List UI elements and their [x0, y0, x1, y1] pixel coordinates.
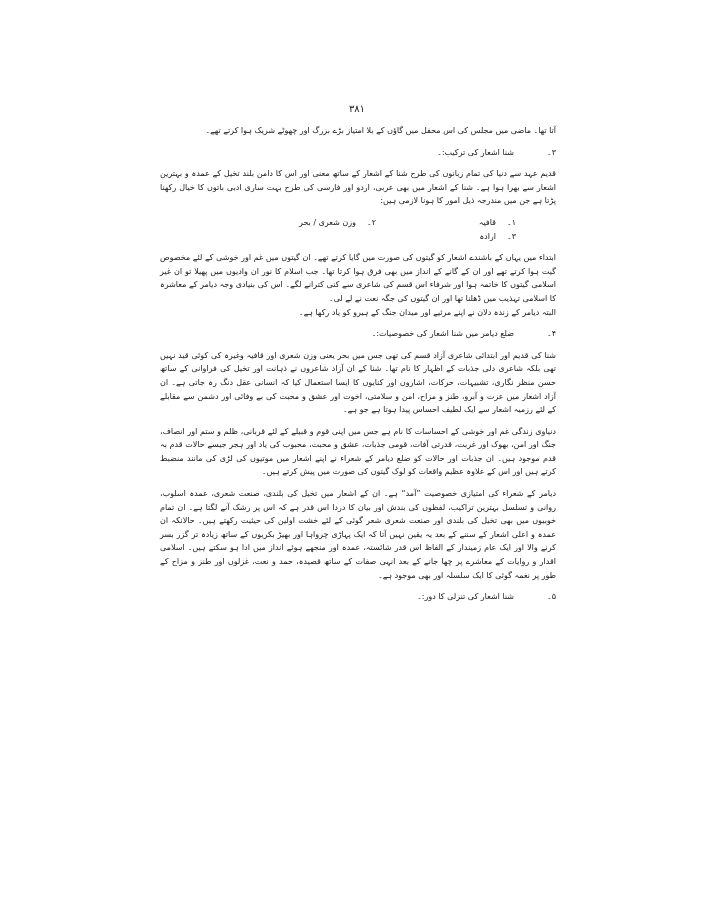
list-text: قافیہ — [478, 217, 496, 227]
section-number: ۴۔ — [547, 329, 556, 339]
paragraph-beginning: ابتداء میں یہاں کے باشندے اشعار کو گیتوں کی صورت میں گایا کرتے تھے۔ ان گیتوں میں غم اور خوشی کے لئے مخصوص گیت ہوا کرتے تھے اور ان کے گانے کے انداز میں بھی فرق ہوا کرتا تھا۔ جب اسلام کا نور ان وادیوں میں پھیلا تو ان غیر اسلامی گیتوں کا خاتمہ ہوا اور شرفاء اس قسم کی شاعری سے کنی کترانے لگے۔ اس کی بنیادی وجہ دیامر کے معاشرہ کا اسلامی تہذیب میں ڈھلنا تھا اور ان گیتوں کی جگہ نعت نے لے لی۔ — [160, 253, 556, 303]
section-heading-4 — [160, 327, 556, 341]
list-number: ۳۔ — [507, 231, 516, 241]
section-title: ضلع دیامر میں شنا اشعار کی خصوصیات:۔ — [371, 329, 514, 339]
list-text: وزن شعری / بحر — [299, 217, 356, 227]
section-title: شنا اشعار کی تنزلی کا دور:۔ — [417, 592, 514, 602]
body-text — [160, 124, 556, 604]
paragraph-world-life: دنیاوی زندگی غم اور خوشی کے احساسات کا نام ہے جس میں اپنی قوم و قبیلے کے لئے قربانی، ظلم و ستم اور انصاف، جنگ اور امن، بھوک اور غربت، قدرتی آفات، قومی جذبات، عشق و محبت، محبوب کی یاد اور ہجر جیسے حالات قدم بہ قدم موجود ہیں۔ ان جذبات اور حالات کو ضلع دیامر کے شعراء نے اپنے اشعار میں موتیوں کی لڑی کی مانند منضبط کرتے ہیں اور اس کے علاوہ عظیم واقعات کو لوک گیتوں کی صورت میں پیش کرتے ہیں۔ — [160, 426, 556, 477]
paragraph-features: شنا کی قدیم اور ابتدائی شاعری آزاد قسم کی تھی جس میں بحر یعنی وزن شعری اور قافیہ وغیرہ کی کوئی قید نہیں تھی بلکہ شاعری دلی جذبات کے اظہار کا نام تھا۔ شنا کے ان آزاد شاعروں نے ذہانت اور تخیل کی فراوانی کے ساتھ حسن منظر نگاری، تشبیہات، حرکات، اشاروں اور کنایوں کا ایسا استعمال کیا کہ انسانی عقل دنگ رہ جاتی ہے۔ ان آزاد اشعار میں عزت و آبرو، طنز و مزاح، امن و سلامتی، اخوت اور عشق و محبت کی بے وفائی اور دشمن سے مقابلے کے لئے رزمیہ اشعار سے ایک لطیف احساس پیدا ہوتا ہے جو ہے۔ — [160, 350, 556, 415]
section-title: شنا اشعار کی ترکیب:۔ — [437, 147, 514, 157]
paragraph-intro: آتا تھا۔ ماضی میں مجلس کی اس محفل میں گاؤں کے بلا امتیاز بڑے بزرگ اور چھوٹے شریک ہوا کرتے تھے۔ — [205, 126, 556, 135]
paragraph-ancient-poetry: قدیم عہد سے دنیا کی تمام زبانوں کی طرح شنا کے اشعار کے ساتھ معنی اور اس کا دامن بلند تخیل کے عمدہ و بہترین اشعار سے بھرا ہوا ہے۔ شنا کے اشعار میں بھی عربی، اردو اور فارسی کی طرح بہت ساری ادبی باتوں کا خیال رکھنا پڑتا ہے جن میں مندرجہ ذیل امور کا ہونا لازمی ہیں: — [160, 169, 556, 206]
list-row-1 — [160, 216, 516, 230]
section-number: ۳۔ — [547, 147, 556, 157]
paragraph-poets: دیامر کے شعراء کی امتیازی خصوصیت ”آمد“ ہے۔ ان کے اشعار میں تخیل کی بلندی، صنعت شعری، عمدہ اسلوب، روانی و تسلسل بہترین تراکیب، لفظوں کی بندش اور بیان کا دردا اس قدر ہے کہ اس پر رشک آنے لگتا ہے۔ ان تمام خوبیوں میں بھی تخیل کی بلندی اور صنعت شعری شعر گوئی کے لئے خشت اولین کی حیثیت رکھتے ہیں۔ حالانکہ ان عمدہ و اعلی اشعار کے سننے کے بعد یہ یقین نہیں آتا کہ ایک پہاڑی چرواہا اور بھیڑ بکریوں کے ساتھ زیادہ تر گزر بسر کرنے والا اور ایک عام زمیندار کے الفاظ اس قدر شائستہ، عمدہ اور منجھے ہوئے انداز میں ادا ہو سکتے ہیں۔ اسلامی اقدار و روایات کے معاشرے پر چھا جانے کے بعد انہی صفات کے ساتھ قصیدہ، حمد و نعت، غزلوں اور طنز و مزاح کے طور پر نغمہ گوئی کا ایک سلسلہ اور بھی موجود ہے۔ — [160, 489, 556, 580]
list-number: ۲۔ — [367, 217, 376, 227]
list-text: ارادہ — [479, 231, 496, 241]
paragraph-poetry-line: البتہ دیامر کے زندہ دلان نے اپنے مرثیے اور میدان جنگ کے ہیرو کو یاد رکھا ہے۔ — [298, 307, 556, 317]
list-row-2 — [160, 230, 516, 244]
page-number: ۳۸۱ — [348, 104, 366, 115]
section-heading-5 — [160, 590, 556, 604]
section-number: ۵۔ — [547, 592, 556, 602]
section-heading-3 — [160, 146, 556, 160]
list-number: ۱۔ — [507, 217, 516, 227]
